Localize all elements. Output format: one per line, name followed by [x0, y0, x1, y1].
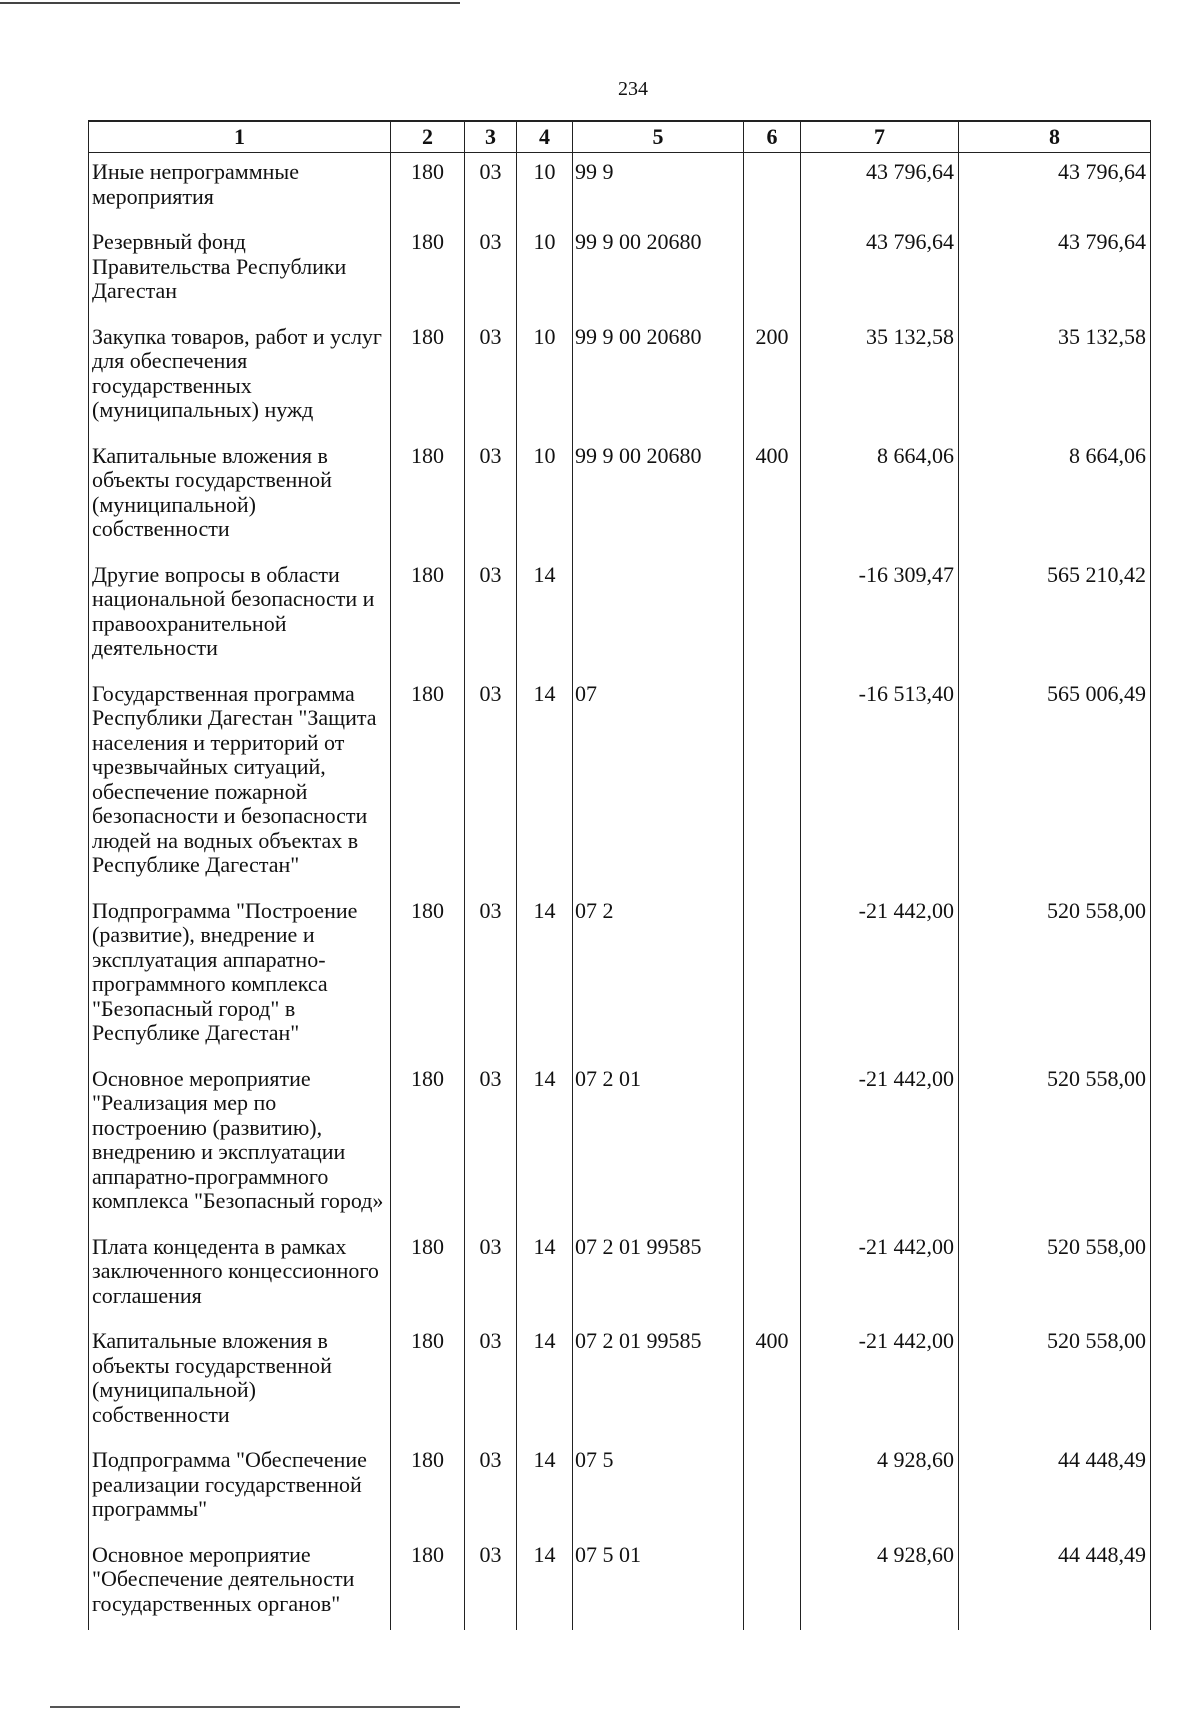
cell-amount-change: -16 309,47 — [801, 556, 959, 675]
cell-ministry: 180 — [391, 892, 465, 1060]
cell-section: 03 — [465, 1441, 517, 1536]
column-header: 3 — [465, 121, 517, 153]
cell-amount-total: 43 796,64 — [959, 223, 1151, 318]
cell-amount-change: 35 132,58 — [801, 318, 959, 437]
cell-section: 03 — [465, 437, 517, 556]
cell-amount-total: 565 210,42 — [959, 556, 1151, 675]
cell-target-article: 99 9 — [573, 153, 744, 224]
cell-expense-type — [744, 556, 801, 675]
table-row — [89, 1536, 1151, 1631]
cell-expense-type: 200 — [744, 318, 801, 437]
cell-amount-total: 520 558,00 — [959, 1228, 1151, 1323]
cell-ministry: 180 — [391, 1441, 465, 1536]
cell-ministry: 180 — [391, 675, 465, 892]
cell-section: 03 — [465, 153, 517, 224]
cell-target-article: 07 — [573, 675, 744, 892]
cell-amount-total: 565 006,49 — [959, 675, 1151, 892]
cell-amount-total: 35 132,58 — [959, 318, 1151, 437]
row-description: Иные непрограммные мероприятия — [89, 153, 391, 224]
cell-subsection: 14 — [517, 1536, 573, 1631]
cell-ministry: 180 — [391, 556, 465, 675]
cell-subsection: 14 — [517, 675, 573, 892]
row-description: Капитальные вложения в объекты государственной (муниципальной) собственности — [89, 437, 391, 556]
table-row — [89, 437, 1151, 556]
table-row — [89, 1228, 1151, 1323]
bottom-rule — [50, 1706, 460, 1708]
cell-ministry: 180 — [391, 318, 465, 437]
page-number: 234 — [618, 78, 648, 100]
cell-target-article: 99 9 00 20680 — [573, 318, 744, 437]
cell-amount-total: 520 558,00 — [959, 892, 1151, 1060]
row-description: Подпрограмма "Обеспечение реализации государственной программы" — [89, 1441, 391, 1536]
cell-ministry: 180 — [391, 223, 465, 318]
table-row — [89, 675, 1151, 892]
cell-amount-change: -21 442,00 — [801, 1228, 959, 1323]
cell-amount-total: 520 558,00 — [959, 1322, 1151, 1441]
cell-amount-change: 43 796,64 — [801, 153, 959, 224]
cell-expense-type: 400 — [744, 437, 801, 556]
table-body — [89, 153, 1151, 1631]
row-description: Резервный фонд Правительства Республики Дагестан — [89, 223, 391, 318]
cell-amount-change: 4 928,60 — [801, 1441, 959, 1536]
column-header: 5 — [573, 121, 744, 153]
row-description: Закупка товаров, работ и услуг для обеспечения государственных (муниципальных) нужд — [89, 318, 391, 437]
cell-subsection: 14 — [517, 1441, 573, 1536]
cell-amount-total: 44 448,49 — [959, 1441, 1151, 1536]
cell-amount-change: -21 442,00 — [801, 1060, 959, 1228]
cell-section: 03 — [465, 1536, 517, 1631]
table-row — [89, 1322, 1151, 1441]
cell-ministry: 180 — [391, 1536, 465, 1631]
row-description: Государственная программа Республики Дагестан "Защита населения и территорий от чрезвычайных ситуаций, обеспечение пожарной безопасности и безопасности людей на водных объектах в Республике Дагестан" — [89, 675, 391, 892]
column-header: 8 — [959, 121, 1151, 153]
cell-subsection: 10 — [517, 437, 573, 556]
cell-amount-change: 4 928,60 — [801, 1536, 959, 1631]
cell-amount-change: -21 442,00 — [801, 892, 959, 1060]
cell-amount-total: 520 558,00 — [959, 1060, 1151, 1228]
table-row — [89, 892, 1151, 1060]
table-row — [89, 1060, 1151, 1228]
cell-target-article: 07 2 — [573, 892, 744, 1060]
table-row — [89, 556, 1151, 675]
cell-subsection: 14 — [517, 1228, 573, 1323]
cell-amount-change: 43 796,64 — [801, 223, 959, 318]
row-description: Основное мероприятие "Реализация мер по построению (развитию), внедрению и эксплуатации аппаратно-программного комплекса "Безопасный город» — [89, 1060, 391, 1228]
cell-section: 03 — [465, 892, 517, 1060]
cell-expense-type — [744, 153, 801, 224]
cell-target-article: 99 9 00 20680 — [573, 437, 744, 556]
cell-amount-change: -21 442,00 — [801, 1322, 959, 1441]
cell-amount-total: 43 796,64 — [959, 153, 1151, 224]
table-row — [89, 1441, 1151, 1536]
cell-expense-type — [744, 223, 801, 318]
row-description: Другие вопросы в области национальной безопасности и правоохранительной деятельности — [89, 556, 391, 675]
cell-amount-total: 44 448,49 — [959, 1536, 1151, 1631]
cell-section: 03 — [465, 1228, 517, 1323]
cell-subsection: 14 — [517, 1060, 573, 1228]
cell-amount-change: 8 664,06 — [801, 437, 959, 556]
cell-target-article: 07 5 — [573, 1441, 744, 1536]
cell-section: 03 — [465, 1060, 517, 1228]
cell-target-article — [573, 556, 744, 675]
cell-section: 03 — [465, 556, 517, 675]
top-rule — [0, 2, 460, 4]
cell-ministry: 180 — [391, 1322, 465, 1441]
cell-subsection: 10 — [517, 153, 573, 224]
cell-amount-total: 8 664,06 — [959, 437, 1151, 556]
cell-ministry: 180 — [391, 1228, 465, 1323]
cell-expense-type — [744, 675, 801, 892]
column-header: 7 — [801, 121, 959, 153]
cell-ministry: 180 — [391, 437, 465, 556]
column-header: 1 — [89, 121, 391, 153]
cell-target-article: 07 2 01 99585 — [573, 1228, 744, 1323]
cell-target-article: 07 2 01 99585 — [573, 1322, 744, 1441]
table-row — [89, 318, 1151, 437]
header-row — [89, 121, 1151, 153]
row-description: Основное мероприятие "Обеспечение деятельности государственных органов" — [89, 1536, 391, 1631]
cell-subsection: 10 — [517, 223, 573, 318]
cell-subsection: 14 — [517, 1322, 573, 1441]
cell-subsection: 14 — [517, 556, 573, 675]
cell-expense-type — [744, 892, 801, 1060]
cell-section: 03 — [465, 1322, 517, 1441]
cell-subsection: 14 — [517, 892, 573, 1060]
cell-section: 03 — [465, 675, 517, 892]
cell-section: 03 — [465, 223, 517, 318]
column-header: 2 — [391, 121, 465, 153]
table-row — [89, 153, 1151, 224]
row-description: Подпрограмма "Построение (развитие), внедрение и эксплуатация аппаратно-программного комплекса "Безопасный город" в Республике Дагестан" — [89, 892, 391, 1060]
row-description: Капитальные вложения в объекты государственной (муниципальной) собственности — [89, 1322, 391, 1441]
cell-ministry: 180 — [391, 153, 465, 224]
cell-expense-type — [744, 1060, 801, 1228]
cell-target-article: 99 9 00 20680 — [573, 223, 744, 318]
row-description: Плата концедента в рамках заключенного концессионного соглашения — [89, 1228, 391, 1323]
cell-expense-type — [744, 1536, 801, 1631]
cell-expense-type — [744, 1441, 801, 1536]
budget-table — [88, 120, 1151, 1630]
cell-target-article: 07 2 01 — [573, 1060, 744, 1228]
table-row — [89, 223, 1151, 318]
cell-amount-change: -16 513,40 — [801, 675, 959, 892]
column-header: 6 — [744, 121, 801, 153]
cell-ministry: 180 — [391, 1060, 465, 1228]
column-header: 4 — [517, 121, 573, 153]
cell-subsection: 10 — [517, 318, 573, 437]
cell-expense-type — [744, 1228, 801, 1323]
cell-expense-type: 400 — [744, 1322, 801, 1441]
cell-section: 03 — [465, 318, 517, 437]
cell-target-article: 07 5 01 — [573, 1536, 744, 1631]
